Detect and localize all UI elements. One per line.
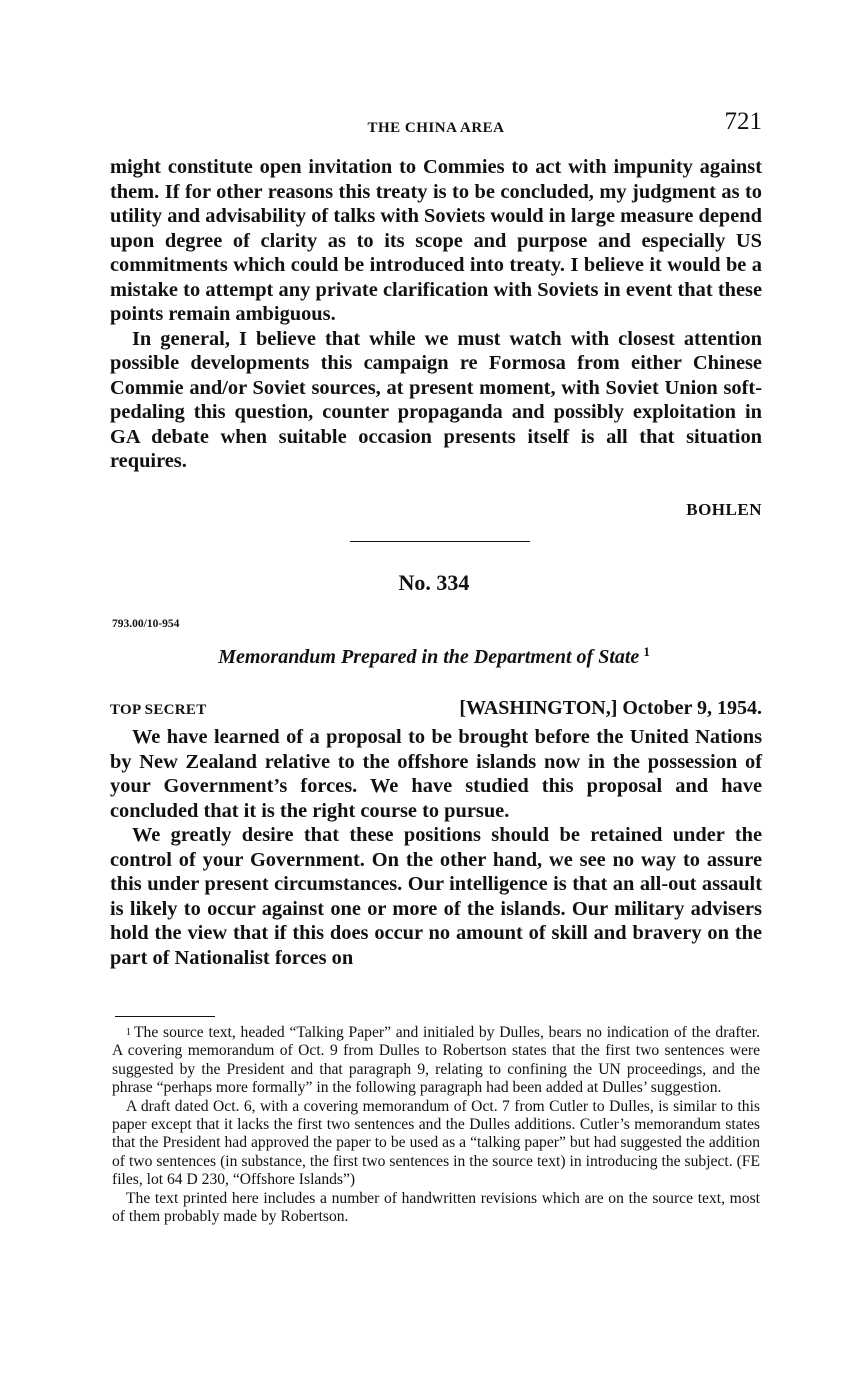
footnote-rule (115, 1016, 215, 1017)
document-number: No. 334 (398, 570, 470, 595)
footnotes (112, 1024, 760, 1226)
footnote: A draft dated Oct. 6, with a covering memorandum of Oct. 7 from Cutler to Dulles, is similar to this paper except that it lacks the first two sentences and the Dulles additions. Cutler’s memorandum states that the President had approved the paper to be used as a “talking paper” but had suggested the addition of two sentences (in substance, the first two sentences in the source text) in introducing the subject. (FE files, lot 64 D 230, “Offshore Islands”) (112, 1097, 760, 1189)
signature: BOHLEN (686, 500, 762, 519)
page-number: 721 (724, 108, 762, 135)
document-title-text: Memorandum Prepared in the Department of State (218, 646, 640, 668)
continuation-paragraph: In general, I believe that while we must watch with closest attention possible developments this campaign re Formosa from either Chinese Commie and/or Soviet sources, at present moment, with Soviet Union soft-pedaling this question, counter propaganda and possibly exploitation in GA debate when suitable occasion presents itself is all that situation requires. (110, 327, 762, 472)
footnote-mark: 1 (126, 1027, 131, 1038)
file-reference: 793.00/10-954 (112, 618, 180, 630)
memorandum-paragraph: We greatly desire that these positions should be retained under the control of your Government. On the other hand, we see no way to assure this under present circumstances. Our intelligence is that an all-out assault is likely to occur against one or more of the islands. Our military advisers hold the view that if this does occur no amount of skill and bravery on the part of Nationalist forces on (110, 824, 762, 969)
continuation-paragraph: might constitute open invitation to Commies to act with impunity against them. If for other reasons this treaty is to be concluded, my judgment as to utility and advisability of talks with Soviets would in large measure depend upon degree of clarity as to its scope and purpose and especially US commitments which could be introduced into treaty. I believe it would be a mistake to attempt any private clarification with Soviets in event that these points remain ambiguous. (110, 156, 762, 325)
document-title (0, 646, 868, 669)
section-divider (350, 541, 530, 542)
memorandum-paragraph: We have learned of a proposal to be brought before the United Nations by New Zealand relative to the offshore islands now in the possession of your Government’s forces. We have studied this proposal and have concluded that it is the right course to pursue. (110, 726, 762, 822)
classification-label: TOP SECRET (110, 702, 207, 718)
running-head: THE CHINA AREA (367, 120, 505, 136)
footnote (112, 1024, 760, 1098)
footnote-text: The source text, headed “Talking Paper” and initialed by Dulles, bears no indication of the drafter. A covering memorandum of Oct. 9 from Dulles to Robertson states that the first two sentences were suggested by the President and that paragraph 9, relating to confining the UN proceedings, and the phrase “perhaps more formally” in the following paragraph had been added at Dulles’ suggestion. (112, 1024, 760, 1097)
footnote: The text printed here includes a number of handwritten revisions which are on the source text, most of them probably made by Robertson. (112, 1189, 760, 1226)
previous-document-text (110, 155, 762, 474)
memorandum-text (110, 725, 762, 970)
footnote-reference: 1 (643, 644, 650, 659)
dateline: [WASHINGTON,] October 9, 1954. (459, 697, 762, 719)
page-header (110, 108, 762, 144)
